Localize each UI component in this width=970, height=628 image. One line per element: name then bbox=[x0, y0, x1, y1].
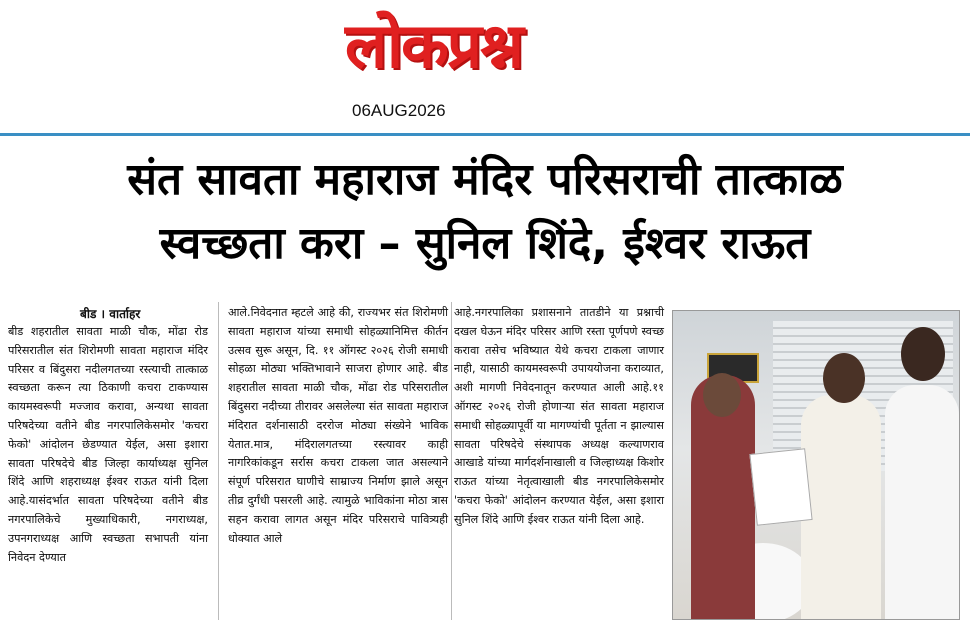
edition-date: 06AUG2026 bbox=[352, 101, 446, 120]
person-man-center-head bbox=[823, 353, 865, 403]
article-column-2: आले.निवेदनात म्हटले आहे की, राज्यभर संत शिरोमणी सावता महाराज यांच्या समाधी सोहळ्यानिमित्त कीर्तन उत्सव सुरू असून, दि. ११ ऑगस्ट २०२६ रोजी समाधी सोहळा मोठ्या भक्तिभावाने साजरा होणार आहे. बीड शहरातील सावता माळी चौक, मोंढा रोड परिसरातील बिंदुसरा नदीच्या तीरावर असलेल्या संत सावता महाराज मंदिरात दर्शनासाठी दररोज मोठ्या संख्येने भाविक येतात.मात्र, मंदिरालगतच्या रस्त्यावर काही नागरिकांकडून सर्रास कचरा टाकला जात असल्याने संपूर्ण परिसरात घाणीचे साम्राज्य निर्माण झाले असून तीव्र दुर्गंधी पसरली आहे. त्यामुळे भाविकांना मोठा त्रास सहन करावा लागत असून मंदिर परिसराचे पावित्र्यही धोक्यात आले bbox=[228, 306, 448, 545]
article-column-1: बीड शहरातील सावता माळी चौक, मोंढा रोड परिसरातील संत शिरोमणी सावता महाराज मंदिर परिसर व बिंदुसरा नदीलगतच्या रस्त्याची तात्काळ स्वच्छता करून त्या ठिकाणी कचरा टाकण्यास कायमस्वरूपी मज्जाव करावा, अन्यथा सावता परिषदेच्या वतीने बीड नगरपालिकेसमोर 'कचरा फेको' आंदोलन छेडण्यात येईल, असा इशारा सावता परिषदेचे बीड जिल्हा कार्याध्यक्ष सुनिल शिंदे आणि शहराध्यक्ष ईश्वर राऊत यांनी दिला आहे.यासंदर्भात सावता परिषदेच्या वतीने बीड नगरपालिकेचे मुख्याधिकारी, नगराध्यक्ष, उपनगराध्यक्ष आणि स्वच्छता सभापती यांना निवेदन देण्यात bbox=[8, 325, 208, 564]
masthead bbox=[0, 0, 970, 132]
person-man-center bbox=[801, 395, 881, 619]
column-divider bbox=[451, 302, 452, 620]
person-man-right-head bbox=[901, 327, 945, 381]
person-man-right bbox=[885, 385, 959, 619]
article-photo bbox=[672, 310, 960, 620]
newspaper-logo: लोकप्रश्न bbox=[345, 9, 522, 82]
headline-line-1: संत सावता महाराज मंदिर परिसराची तात्काळ bbox=[127, 154, 843, 205]
memorandum-paper bbox=[749, 448, 812, 525]
article-headline bbox=[0, 148, 970, 276]
column-divider bbox=[218, 302, 219, 620]
person-woman-head bbox=[703, 373, 741, 417]
headline-line-2: स्वच्छता करा – सुनिल शिंदे, ईश्वर राऊत bbox=[159, 218, 811, 269]
article-column-3: आहे.नगरपालिका प्रशासनाने तातडीने या प्रश्नाची दखल घेऊन मंदिर परिसर आणि रस्ता पूर्णपणे स्वच्छ करावा तसेच भविष्यात येथे कचरा टाकला जाणार नाही, यासाठी कायमस्वरूपी उपाययोजना कराव्यात, अशी मागणी निवेदनातून करण्यात आली आहे.११ ऑगस्ट २०२६ रोजी होणाऱ्या संत सावता महाराज समाधी सोहळ्यापूर्वी या मागण्यांची पूर्तता न झाल्यास सावता परिषदेचे संस्थापक अध्यक्ष कल्याणराव आखाडे यांच्या मार्गदर्शनाखाली व जिल्हाध्यक्ष किशोर राऊत यांच्या नेतृत्वाखाली बीड नगरपालिकेसमोर 'कचरा फेको' आंदोलन करण्यात येईल, असा इशारा सुनिल शिंदे आणि ईश्वर राऊत यांनी दिला आहे. bbox=[454, 306, 664, 526]
dateline: बीड । वार्ताहर bbox=[80, 307, 141, 321]
masthead-rule bbox=[0, 133, 970, 136]
